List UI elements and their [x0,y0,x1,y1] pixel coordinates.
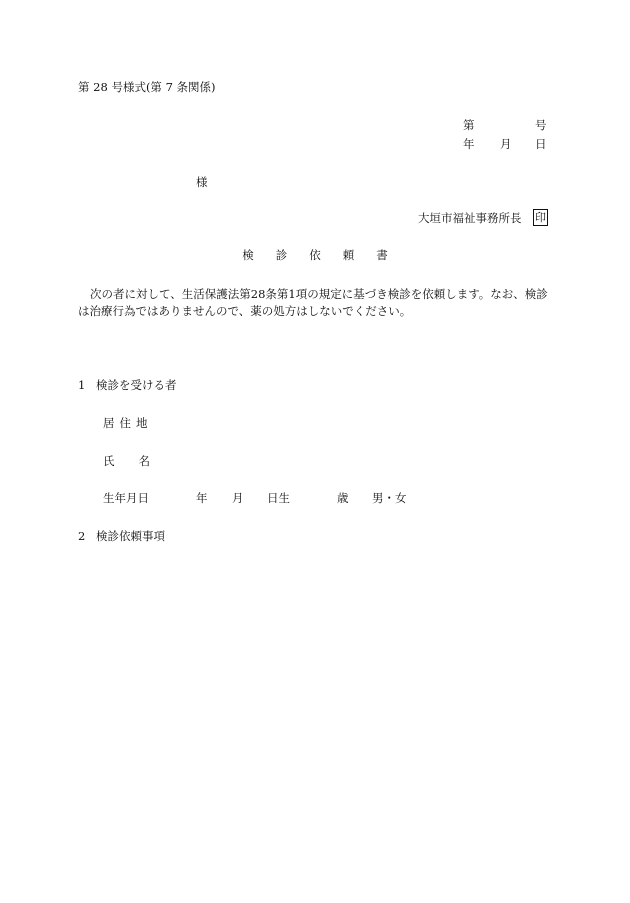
birth-day-label: 日生 [267,491,290,505]
birth-month-label: 月 [232,491,244,505]
address-label: 居住地 [103,416,153,430]
name-label-part: 氏 [103,454,115,468]
date-month-label: 月 [500,137,512,151]
title-char: 検 [242,248,254,262]
body-paragraph: 次の者に対して、生活保護法第28条第1項の規定に基づき検診を依頼します。なお、検診は治療行為ではありませんので、薬の処方はしないでください。 [78,287,548,318]
title-char: 依 [309,248,321,262]
seal-mark: 印 [535,211,546,224]
section-number: 2 [78,529,86,543]
name-label-part: 名 [138,454,150,468]
date-year-label: 年 [463,137,475,151]
doc-number-suffix: 号 [535,118,547,132]
date-day-label: 日 [535,137,547,151]
section-title: 検診を受ける者 [96,378,177,392]
section-number: 1 [78,378,86,392]
sex-label: 男・女 [372,491,407,505]
age-label: 歳 [337,491,349,505]
issuer-name: 大垣市福祉事務所長 [418,211,522,225]
birth-year-label: 年 [196,491,208,505]
addressee-honorific: 様 [196,175,208,189]
birthdate-label: 生年月日 [103,491,149,505]
name-label [103,454,150,469]
title-char: 診 [275,248,288,262]
title-char: 頼 [342,248,355,262]
doc-number-prefix: 第 [463,118,475,132]
document-title [0,248,630,263]
title-char: 書 [376,248,388,262]
section-2-heading [78,529,165,544]
form-number: 第 28 号様式(第 7 条関係) [78,80,216,94]
section-title: 検診依頼事項 [96,529,165,543]
section-1-heading [78,378,177,393]
